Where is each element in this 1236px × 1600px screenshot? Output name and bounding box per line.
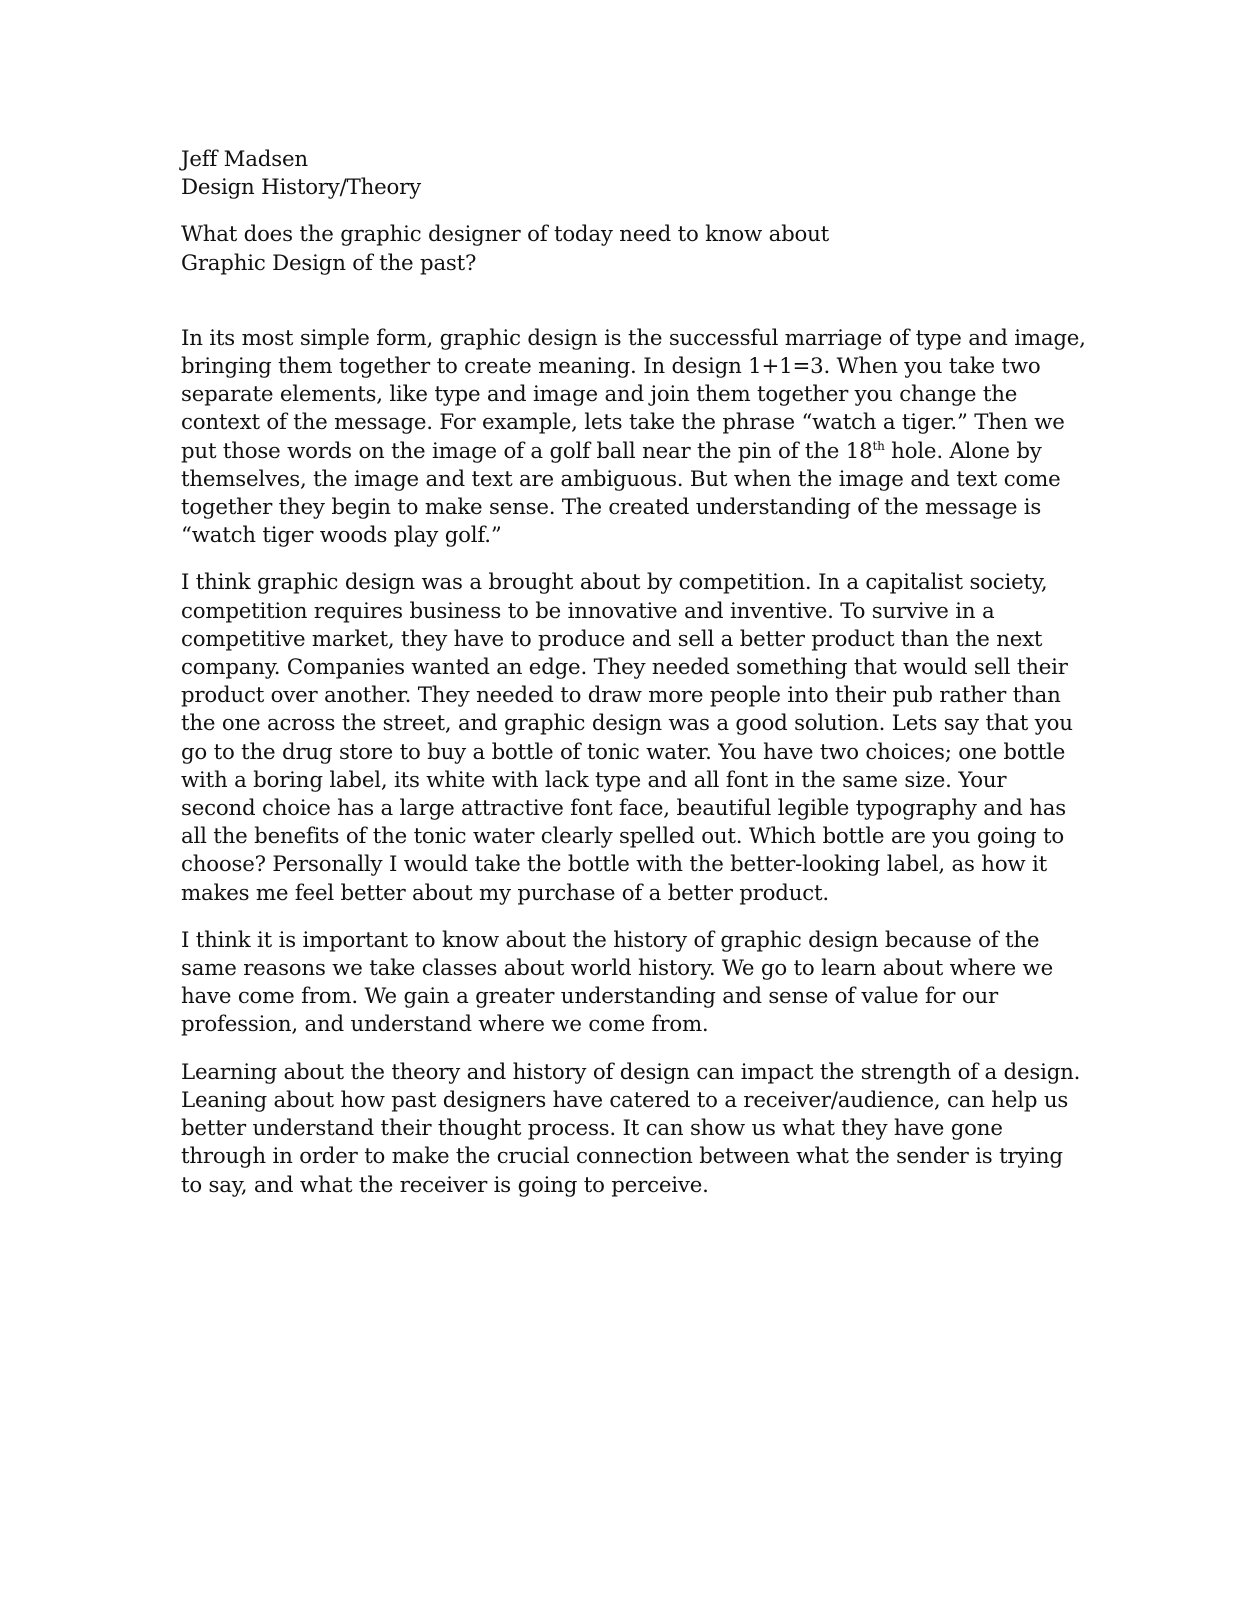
line-segment: put those words on the image of a golf ball near the pin of the 18: [181, 438, 873, 464]
line-segment: hole. Alone by: [884, 438, 1042, 464]
paragraph-line: through in order to make the crucial connection between what the sender is trying: [181, 1144, 1063, 1170]
paragraph-3: [181, 927, 1051, 1040]
paragraph-line: better understand their thought process. It can show us what they have gone: [181, 1116, 1003, 1142]
paragraph-line: the one across the street, and graphic design was a good solution. Lets say that you: [181, 711, 1073, 737]
paragraph-line: with a boring label, its white with lack type and all font in the same size. Your: [181, 767, 1007, 793]
paragraph-line: have come from. We gain a greater understanding and sense of value for our: [181, 984, 998, 1010]
document-body: [181, 146, 1086, 1219]
paragraph-line: competitive market, they have to produce and sell a better product than the next: [181, 626, 1043, 652]
paragraph-line: In its most simple form, graphic design is the successful marriage of type and image,: [181, 325, 1086, 351]
paragraph-2: [181, 569, 1073, 907]
paragraph-line: makes me feel better about my purchase of a better product.: [181, 880, 829, 906]
paragraph-line: [181, 438, 1051, 466]
paragraph-line: go to the drug store to buy a bottle of tonic water. You have two choices; one bottle: [181, 739, 1066, 765]
paragraph-line: Leaning about how past designers have catered to a receiver/audience, can help us: [181, 1087, 1069, 1113]
paragraph-line: profession, and understand where we come from.: [181, 1012, 709, 1038]
question-line: Graphic Design of the past?: [181, 250, 477, 276]
course-name: Design History/Theory: [181, 175, 421, 201]
paragraph-line: to say, and what the receiver is going to perceive.: [181, 1172, 709, 1198]
ordinal-superscript: th: [872, 438, 885, 453]
paragraph-line: bringing them together to create meaning. In design 1+1=3. When you take two: [181, 354, 1041, 380]
paragraph-line: company. Companies wanted an edge. They needed something that would sell their: [181, 655, 1068, 681]
paragraph-line: choose? Personally I would take the bottle with the better-looking label, as how it: [181, 852, 1048, 878]
paragraph-line: competition requires business to be innovative and inventive. To survive in a: [181, 598, 995, 624]
paragraph-line: second choice has a large attractive font face, beautiful legible typography and has: [181, 796, 1066, 822]
paragraph-4: [181, 1059, 1081, 1200]
paragraph-line: product over another. They needed to draw more people into their pub rather than: [181, 683, 1061, 709]
paragraph-line: I think it is important to know about the history of graphic design because of the: [181, 927, 1040, 953]
paragraph-line: same reasons we take classes about world history. We go to learn about where we: [181, 956, 1053, 982]
essay-question: [181, 221, 1051, 277]
paragraph-line: together they begin to make sense. The created understanding of the message is: [181, 495, 1042, 521]
paragraph-line: context of the message. For example, lets take the phrase “watch a tiger.” Then we: [181, 410, 1065, 436]
paragraph-line: themselves, the image and text are ambiguous. But when the image and text come: [181, 466, 1061, 492]
header-block: [181, 146, 1051, 202]
paragraph-line: “watch tiger woods play golf.”: [181, 523, 502, 549]
paragraph-1: [181, 325, 1086, 551]
question-line: What does the graphic designer of today need to know about: [181, 222, 830, 248]
paragraph-line: I think graphic design was a brought about by competition. In a capitalist society,: [181, 570, 1048, 596]
author-name: Jeff Madsen: [181, 147, 308, 172]
paragraph-line: Learning about the theory and history of design can impact the strength of a design.: [181, 1059, 1081, 1085]
paragraph-line: all the benefits of the tonic water clearly spelled out. Which bottle are you going to: [181, 824, 1065, 850]
paragraph-line: separate elements, like type and image and join them together you change the: [181, 382, 1018, 408]
